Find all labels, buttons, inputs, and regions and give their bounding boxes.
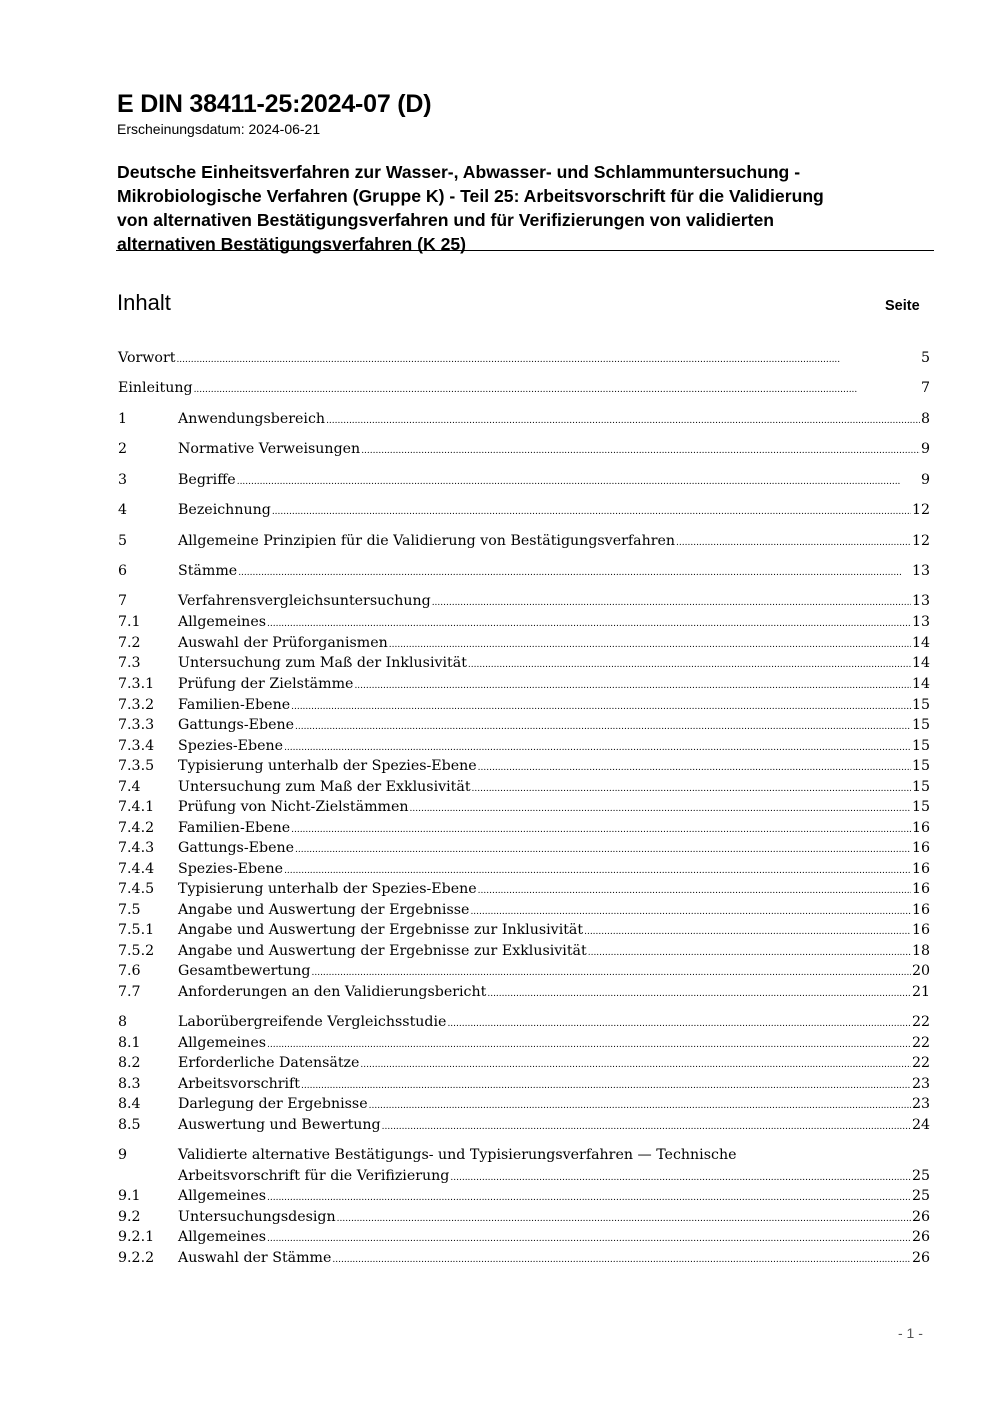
toc-entry-page: 12 — [911, 502, 930, 518]
toc-entry-title: Untersuchung zum Maß der Inklusivität — [178, 655, 467, 671]
toc-entry[interactable] — [118, 859, 930, 879]
toc-entry-title: Angabe und Auswertung der Ergebnisse zur Inklusivität — [178, 922, 584, 938]
toc-entry-page: 16 — [911, 881, 930, 897]
toc-entry-title: Untersuchungsdesign — [178, 1209, 336, 1225]
toc-entry-number: 7.4.2 — [118, 820, 155, 836]
toc-entry[interactable] — [118, 900, 930, 920]
toc-entry[interactable] — [118, 378, 930, 398]
toc-leader-dots — [478, 879, 911, 901]
toc-entry-title: Validierte alternative Bestätigungs- und Typisierungsverfahren — Technische — [178, 1147, 737, 1163]
toc-entry[interactable] — [118, 961, 930, 981]
toc-entry[interactable] — [118, 1094, 930, 1114]
toc-entry-title: Allgemeines — [178, 1035, 266, 1051]
toc-entry[interactable] — [118, 1033, 930, 1053]
toc-entry-page: 26 — [911, 1209, 930, 1225]
page-number: - 1 - — [898, 1325, 923, 1341]
toc-entry[interactable] — [118, 653, 930, 673]
toc-leader-dots — [337, 1207, 911, 1229]
toc-leader-dots — [361, 439, 920, 461]
toc-entry[interactable] — [118, 1248, 930, 1268]
toc-entry-page: 15 — [911, 697, 930, 713]
toc-entry-page: 21 — [911, 984, 930, 1000]
toc-entry-title: Normative Verweisungen — [178, 441, 361, 457]
toc-entry-title: Prüfung der Zielstämme — [178, 676, 354, 692]
toc-entry-number: 7.4 — [118, 779, 141, 795]
toc-entry-title: Allgemeine Prinzipien für die Validierung von Bestätigungsverfahren — [178, 533, 676, 549]
toc-entry-page: 15 — [911, 799, 930, 815]
toc-entry-number: 8.4 — [118, 1096, 141, 1112]
toc-entry-title: Laborübergreifende Vergleichsstudie — [178, 1014, 447, 1030]
toc-leader-dots — [272, 500, 911, 522]
toc-entry-page: 22 — [911, 1055, 930, 1071]
toc-entry-number: 8 — [118, 1014, 128, 1030]
toc-entry-number: 3 — [118, 472, 128, 488]
toc-entry-number: 7.3 — [118, 655, 141, 671]
toc-entry[interactable] — [118, 715, 930, 735]
toc-leader-dots — [584, 920, 911, 942]
toc-entry-number: 6 — [118, 563, 128, 579]
toc-entry-page: 12 — [911, 533, 930, 549]
toc-entry-page: 8 — [920, 411, 930, 427]
toc-entry-title: Familien-Ebene — [178, 697, 291, 713]
publication-date: Erscheinungsdatum: 2024-06-21 — [117, 121, 321, 137]
toc-entry-number: 7.3.3 — [118, 717, 155, 733]
toc-leader-dots — [238, 561, 911, 583]
toc-entry-page: 9 — [920, 441, 930, 457]
toc-entry[interactable] — [118, 756, 930, 776]
toc-leader-dots — [369, 1094, 911, 1116]
toc-entry-title: Angabe und Auswertung der Ergebnisse zur Exklusivität — [178, 943, 587, 959]
toc-leader-dots — [194, 378, 920, 400]
toc-entry[interactable] — [118, 674, 930, 694]
toc-entry-title: Allgemeines — [178, 614, 266, 630]
toc-entry[interactable] — [118, 982, 930, 1002]
toc-entry-number: 7.4.1 — [118, 799, 155, 815]
toc-entry-number: 2 — [118, 441, 128, 457]
toc-entry[interactable] — [118, 561, 930, 581]
toc-entry-number: 9 — [118, 1147, 128, 1163]
toc-entry-title: Prüfung von Nicht-Zielstämmen — [178, 799, 409, 815]
toc-entry[interactable] — [118, 531, 930, 551]
toc-entry[interactable] — [118, 591, 930, 611]
toc-entry-page: 15 — [911, 717, 930, 733]
toc-entry-number: 7.4.5 — [118, 881, 155, 897]
toc-leader-dots — [450, 1166, 911, 1188]
toc-entry[interactable] — [118, 736, 930, 756]
toc-entry-page: 15 — [911, 758, 930, 774]
toc-entry[interactable] — [118, 1186, 930, 1206]
toc-leader-dots — [410, 797, 911, 819]
toc-entry-title: Auswahl der Prüforganismen — [178, 635, 388, 651]
toc-entry-page: 25 — [911, 1188, 930, 1204]
toc-entry-page: 14 — [911, 676, 930, 692]
toc-entry-page: 9 — [920, 472, 930, 488]
toc-leader-dots — [291, 818, 911, 840]
toc-entry-number: 5 — [118, 533, 128, 549]
toc-entry-number: 7.4.3 — [118, 840, 155, 856]
toc-entry-page: 7 — [920, 380, 930, 396]
toc-entry-title: Typisierung unterhalb der Spezies-Ebene — [178, 758, 477, 774]
toc-entry-page: 26 — [911, 1250, 930, 1266]
toc-entry-page: 13 — [911, 593, 930, 609]
toc-entry-page: 14 — [911, 635, 930, 651]
toc-leader-dots — [295, 838, 911, 860]
toc-entry-title: Auswahl der Stämme — [178, 1250, 332, 1266]
toc-leader-dots — [447, 1012, 911, 1034]
toc-entry-number: 7.2 — [118, 635, 141, 651]
toc-entry-page: 13 — [911, 614, 930, 630]
toc-leader-dots — [284, 736, 911, 758]
toc-leader-dots — [311, 961, 910, 983]
toc-entry-number: 8.3 — [118, 1076, 141, 1092]
toc-entry-title: Verfahrensvergleichsuntersuchung — [178, 593, 431, 609]
toc-entry-number: 4 — [118, 502, 128, 518]
toc-entry-title: Stämme — [178, 563, 238, 579]
toc-entry-number: 7.3.5 — [118, 758, 155, 774]
toc-leader-dots — [389, 633, 911, 655]
toc-entry-number: 9.2.2 — [118, 1250, 155, 1266]
toc-entry-title: Angabe und Auswertung der Ergebnisse — [178, 902, 470, 918]
toc-entry-number: 7.6 — [118, 963, 141, 979]
toc-entry-page: 24 — [911, 1117, 930, 1133]
toc-entry[interactable] — [118, 1207, 930, 1227]
toc-leader-dots — [284, 859, 911, 881]
title-line: von alternativen Bestätigungsverfahren und für Verifizierungen von validierten — [117, 210, 774, 230]
toc-entry-title: Familien-Ebene — [178, 820, 291, 836]
toc-entry-title: Arbeitsvorschrift — [178, 1076, 301, 1092]
toc-entry[interactable] — [118, 1012, 930, 1032]
toc-entry-number: 7 — [118, 593, 128, 609]
toc-heading: Inhalt — [117, 290, 171, 315]
toc-leader-dots — [432, 591, 911, 613]
toc-entry-number: 9.2 — [118, 1209, 141, 1225]
document-id: E DIN 38411-25:2024-07 (D) — [117, 90, 432, 118]
toc-entry-number: 7.3.4 — [118, 738, 155, 754]
toc-entry-page: 16 — [911, 902, 930, 918]
toc-entry-title: Allgemeines — [178, 1188, 266, 1204]
toc-entry-page: 16 — [911, 922, 930, 938]
toc-leader-dots — [472, 777, 911, 799]
title-divider — [116, 250, 934, 251]
toc-entry-title: Spezies-Ebene — [178, 861, 284, 877]
toc-entry[interactable] — [118, 633, 930, 653]
toc-entry-page: 22 — [911, 1014, 930, 1030]
title-line: Mikrobiologische Verfahren (Gruppe K) - Teil 25: Arbeitsvorschrift für die Validierung — [117, 186, 824, 206]
toc-leader-dots — [588, 941, 911, 963]
toc-entry-page: 16 — [911, 840, 930, 856]
toc-entry-page: 16 — [911, 820, 930, 836]
toc-leader-dots — [267, 1033, 911, 1055]
toc-entry[interactable] — [118, 1115, 930, 1135]
toc-leader-dots — [291, 695, 911, 717]
toc-leader-dots — [267, 1186, 911, 1208]
toc-entry-number: 7.5.2 — [118, 943, 155, 959]
toc-leader-dots — [237, 470, 920, 492]
toc-entry[interactable] — [118, 695, 930, 715]
toc-leader-dots — [176, 348, 920, 370]
toc-leader-dots — [478, 756, 911, 778]
toc-entry[interactable] — [118, 348, 930, 368]
toc-entry[interactable] — [118, 1074, 930, 1094]
toc-entry-title: Vorwort — [118, 350, 176, 366]
toc-entry-page: 20 — [911, 963, 930, 979]
toc-entry[interactable] — [118, 797, 930, 817]
toc-entry-title: Untersuchung zum Maß der Exklusivität — [178, 779, 471, 795]
toc-leader-dots — [676, 531, 911, 553]
toc-entry-number: 8.5 — [118, 1117, 141, 1133]
toc-entry-title: Arbeitsvorschrift für die Verifizierung — [178, 1168, 450, 1184]
toc-leader-dots — [332, 1248, 911, 1270]
toc-entry-number: 7.3.1 — [118, 676, 155, 692]
toc-entry[interactable] — [118, 777, 930, 797]
toc-entry[interactable] — [118, 1227, 930, 1247]
toc-entry-page: 15 — [911, 738, 930, 754]
toc-entry[interactable] — [118, 920, 930, 940]
toc-entry-page: 5 — [920, 350, 930, 366]
toc-entry-title: Erforderliche Datensätze — [178, 1055, 360, 1071]
title-line: alternativen Bestätigungsverfahren (K 25) — [117, 234, 467, 254]
toc-entry-number: 9.2.1 — [118, 1229, 155, 1245]
toc-entry[interactable] — [118, 1145, 930, 1165]
toc-entry-number: 7.1 — [118, 614, 141, 630]
toc-entry-title: Gattungs-Ebene — [178, 717, 294, 733]
toc-entry-page: 14 — [911, 655, 930, 671]
toc-entry-title: Typisierung unterhalb der Spezies-Ebene — [178, 881, 477, 897]
toc-leader-dots — [267, 1227, 911, 1249]
title-line: Deutsche Einheitsverfahren zur Wasser-, Abwasser- und Schlammuntersuchung - — [117, 162, 801, 182]
toc-entry[interactable] — [118, 409, 930, 429]
toc-entry-page: 25 — [911, 1168, 930, 1184]
toc-entry-page: 18 — [911, 943, 930, 959]
toc-entry[interactable] — [118, 1166, 930, 1186]
toc-entry-title: Gattungs-Ebene — [178, 840, 294, 856]
toc-entry-title: Anforderungen an den Validierungsbericht — [178, 984, 487, 1000]
toc-leader-dots — [468, 653, 911, 675]
toc-entry[interactable] — [118, 470, 930, 490]
toc-entry[interactable] — [118, 818, 930, 838]
toc-entry-title: Einleitung — [118, 380, 193, 396]
toc-leader-dots — [267, 612, 911, 634]
toc-entry-number: 7.5 — [118, 902, 141, 918]
toc-entry-number: 9.1 — [118, 1188, 141, 1204]
toc-entry-page: 23 — [911, 1076, 930, 1092]
toc-entry-page: 16 — [911, 861, 930, 877]
page-column-label: Seite — [885, 298, 920, 314]
toc-leader-dots — [301, 1074, 911, 1096]
toc-entry-title: Darlegung der Ergebnisse — [178, 1096, 368, 1112]
toc-entry-page: 26 — [911, 1229, 930, 1245]
toc-entry-title: Begriffe — [178, 472, 236, 488]
toc-entry-page: 22 — [911, 1035, 930, 1051]
toc-entry[interactable] — [118, 1053, 930, 1073]
toc-entry-number: 1 — [118, 411, 128, 427]
toc-entry-number: 7.3.2 — [118, 697, 155, 713]
toc-entry-title: Anwendungsbereich — [178, 411, 326, 427]
toc-leader-dots — [382, 1115, 911, 1137]
toc-leader-dots — [360, 1053, 911, 1075]
toc-entry-title: Bezeichnung — [178, 502, 271, 518]
toc-entry-number: 7.7 — [118, 984, 141, 1000]
toc-leader-dots — [470, 900, 911, 922]
toc-entry-page: 13 — [911, 563, 930, 579]
toc-leader-dots — [326, 409, 920, 431]
toc-entry[interactable] — [118, 612, 930, 632]
toc-entry-title: Gesamtbewertung — [178, 963, 311, 979]
toc-leader-dots — [487, 982, 911, 1004]
toc-entry-title: Allgemeines — [178, 1229, 266, 1245]
toc-entry[interactable] — [118, 439, 930, 459]
toc-entry[interactable] — [118, 838, 930, 858]
toc-entry[interactable] — [118, 500, 930, 520]
toc-entry-number: 7.4.4 — [118, 861, 155, 877]
toc-entry-page: 15 — [911, 779, 930, 795]
toc-entry-number: 8.1 — [118, 1035, 141, 1051]
toc-entry-title: Spezies-Ebene — [178, 738, 284, 754]
toc-entry-number: 8.2 — [118, 1055, 141, 1071]
toc-leader-dots — [354, 674, 911, 696]
toc-entry[interactable] — [118, 941, 930, 961]
toc-entry-number: 7.5.1 — [118, 922, 155, 938]
toc-entry-page: 23 — [911, 1096, 930, 1112]
toc-leader-dots — [295, 715, 911, 737]
document-title — [117, 160, 932, 256]
toc-entry-title: Auswertung und Bewertung — [178, 1117, 381, 1133]
toc-entry[interactable] — [118, 879, 930, 899]
